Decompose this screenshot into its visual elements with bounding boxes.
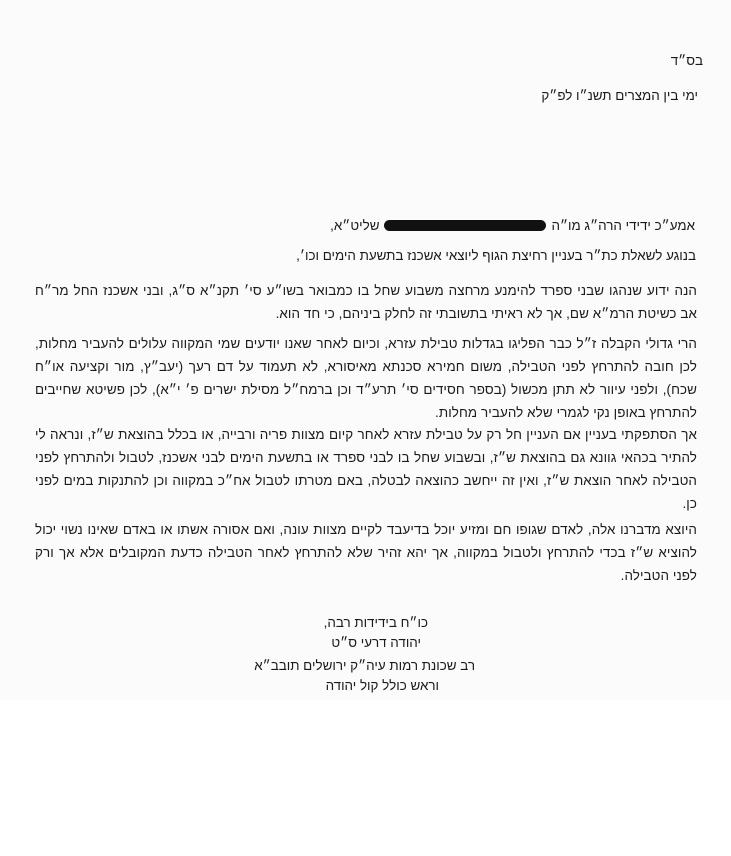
paragraph-4: היוצא מדברנו אלה, לאדם שגופו חם ומזיע יוכל בדיעבד לקיים מצוות עונה, ואם אסורה אשתו או באדם שאינו נשוי יכול להוציא ש״ז בכדי להתרחץ ולטבול במקווה, אך יהא זהיר שלא להתרחץ לאחר הטבילה כדעת המקובלים אלא אך ורק לפני הטבילה. [35, 522, 697, 583]
salutation-prefix: אמע״כ ידידי הרה״ג מו״ה [551, 218, 695, 233]
salutation [330, 217, 695, 235]
paragraph-1: הנה ידוע שנהגו שבני ספרד להימנע מרחצה משבוע שחל בו כמבואר בשו״ע סי׳ תקנ״א ס״ג, ובני אשכנז החל מר״ח אב כשיטת הרמ״א שם, אך לא ראיתי בתשובתי זה לחלק ביניהם, כי חד הוא. [35, 283, 697, 321]
signature-title-1: רב שכונת רמות עיה״ק ירושלים תובב״א [254, 658, 475, 673]
signature-name: יהודה דרעי ס״ט [331, 635, 421, 650]
paragraph-3: אך הסתפקתי בעניין אם העניין חל רק על טבילת עזרא לאחר קיום מצוות פריה ורבייה, או בכלל בהוצאת ש״ז, ונראה לי להתיר בכהאי גוונא גם בהוצאת ש״ז, ובשבוע שחל בו לבני ספרד או בתשעת הימים לבני אשכנז, לטבול ולהתרחץ לפני הטבילה לאחר הוצאת ש״ז, ואין זה ייחשב כהוצאה לבטלה, באם מטרתו לטבול אח״כ במקווה וכן להתנקות במים לפני כן. [35, 427, 697, 511]
salutation-suffix: שליט״א, [330, 218, 380, 233]
signature-title-2: וראש כולל קול יהודה [325, 678, 439, 693]
paragraph-2: הרי גדולי הקבלה ז״ל כבר הפליגו בגדלות טבילת עזרא, וכיום לאחר שאנו יודעים שמי המקווה עלולים להעביר מחלות, לכן חובה להתרחץ לפני הטבילה, משום חמירא סכנתא מאיסורא, לא תעמוד על דם רעך (יעב״ץ, מור וקציעה או״ח שכח), ולפני עיוור לא תתן מכשול (בספר חסידים סי׳ תרע״ד וכן ברמח״ל מסילת ישרים פ׳ י״א), לכן פשיטא שחייבים להתרחץ באופן נקי לגמרי שלא להעביר מחלות. [35, 336, 697, 420]
signature-closing: כו״ח בידידות רבה, [323, 615, 428, 630]
bsd-heading: בס״ד [670, 53, 703, 68]
letter-date: ימי בין המצרים תשנ״ו לפ״ק [541, 88, 698, 103]
opening-line: בנוגע לשאלת כת״ר בעניין רחיצת הגוף ליוצאי אשכנז בתשעת הימים וכו׳, [296, 248, 696, 263]
redacted-name [384, 220, 546, 231]
